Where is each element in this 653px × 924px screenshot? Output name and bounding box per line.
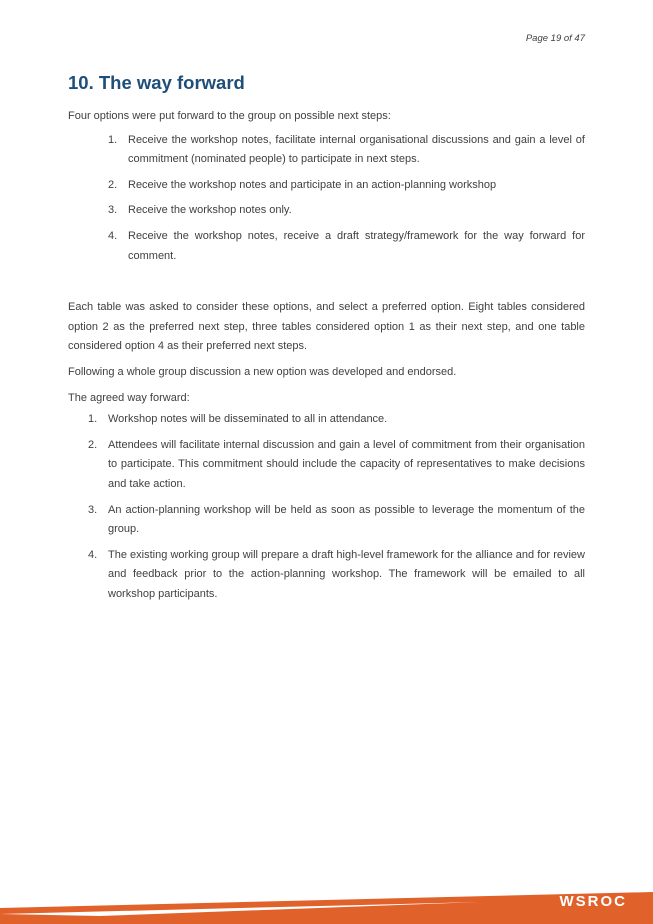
agreed-steps-list [68, 410, 585, 604]
list-item [88, 410, 585, 430]
footer-swoosh [0, 864, 653, 924]
list-item [108, 227, 585, 266]
list-item-text: The existing working group will prepare a draft high-level framework for the alliance and for review and feedback prior to the action-planning workshop. The framework will be emailed to all workshop participants. [108, 548, 585, 600]
list-item [88, 501, 585, 540]
list-item-text: Receive the workshop notes and participate in an action-planning workshop [128, 178, 497, 191]
page-footer [0, 864, 653, 924]
list-number: 1. [108, 133, 118, 146]
page-number: Page 19 of 47 [525, 33, 585, 44]
options-list [68, 131, 585, 267]
list-item-text: Receive the workshop notes only. [128, 204, 292, 217]
list-number: 3. [108, 204, 118, 217]
list-item [108, 201, 585, 221]
list-item-text: An action-planning workshop will be held as soon as possible to leverage the momentum of the group. [108, 503, 585, 536]
list-item-text: Workshop notes will be disseminated to all in attendance. [108, 413, 388, 426]
list-item [108, 131, 585, 170]
table-paragraph: Each table was asked to consider these options, and select a preferred option. Eight tables considered option 2 as the preferred next step, three tables considered option 1 as their next step, and one table considered option 4 as their preferred next steps. [68, 301, 585, 353]
list-number: 2. [108, 178, 118, 191]
list-item-text: Receive the workshop notes, receive a draft strategy/framework for the way forward for comment. [128, 229, 585, 262]
list-item-text: Receive the workshop notes, facilitate internal organisational discussions and gain a level of commitment (nominated people) to participate in next steps. [128, 133, 585, 166]
footer-band [0, 892, 653, 924]
list-number: 4. [108, 229, 118, 242]
list-number: 2. [88, 438, 98, 451]
list-number: 4. [88, 548, 98, 561]
list-item-text: Attendees will facilitate internal discussion and gain a level of commitment from their organisation to participate. This commitment should include the capacity of representatives to make decisions and take action. [108, 438, 585, 490]
discussion-paragraph: Following a whole group discussion a new option was developed and endorsed. [68, 365, 457, 378]
list-number: 1. [88, 413, 98, 426]
wsroc-logo: WSROC [559, 893, 627, 910]
list-item [88, 436, 585, 495]
list-item [108, 176, 585, 196]
intro-paragraph: Four options were put forward to the group on possible next steps: [68, 110, 391, 122]
agreed-intro: The agreed way forward: [68, 391, 190, 404]
page-content [68, 107, 585, 610]
section-heading: 10. The way forward [68, 72, 245, 93]
list-item [88, 546, 585, 605]
list-number: 3. [88, 503, 98, 516]
